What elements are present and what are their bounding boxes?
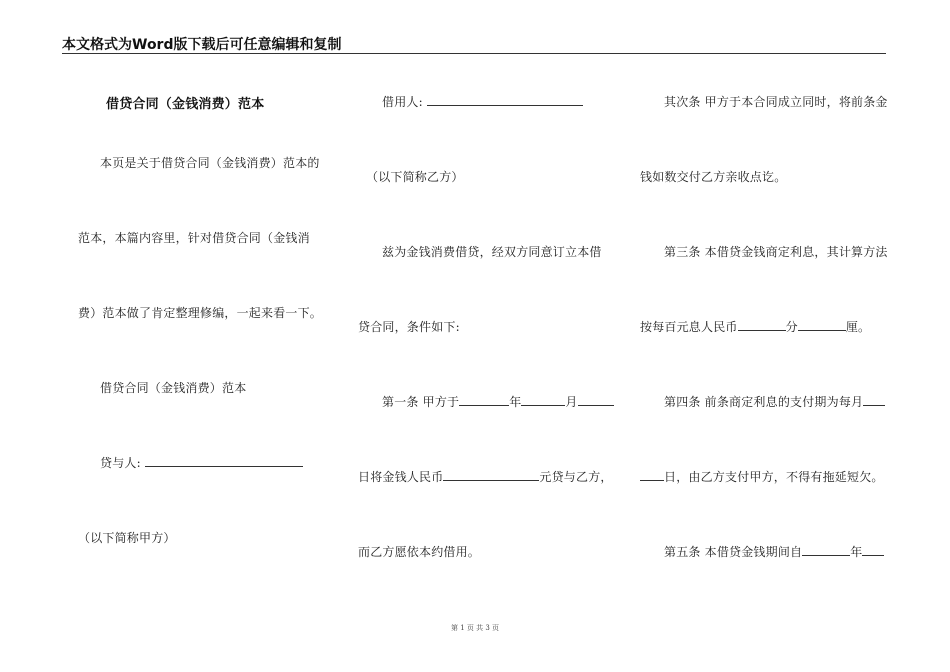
paragraph-line: 钱如数交付乙方亲收点讫。 [640, 170, 787, 184]
document-title: 借贷合同（金钱消费）范本 [106, 97, 265, 112]
day-lead-blank [640, 470, 664, 481]
amount-label: 日将金钱人民币 [358, 470, 444, 484]
lender-line [100, 454, 303, 471]
column-3 [640, 0, 890, 600]
section-heading: 借贷合同（金钱消费）范本 [100, 381, 247, 395]
article-1-line [382, 393, 614, 410]
month-blank [521, 395, 565, 406]
paragraph-line: 本页是关于借贷合同（金钱消费）范本的 [100, 156, 320, 170]
period-year-word: 年 [850, 545, 863, 559]
amount-blank [443, 470, 539, 481]
page-number: 第 1 页 共 3 页 [450, 624, 500, 632]
month-day-blank [863, 395, 885, 406]
article-4-label: 第四条 前条商定利息的支付期为每月 [664, 395, 864, 409]
article-4-line [664, 393, 885, 410]
paragraph-line: 兹为金钱消费借贷，经双方同意订立本借 [382, 245, 602, 259]
paragraph-line: 其次条 甲方于本合同成立同时，将前条金 [664, 95, 888, 109]
amount-suffix: 元贷与乙方， [539, 470, 613, 484]
paragraph-line: （以下简称乙方） [366, 170, 464, 184]
column-1 [78, 0, 328, 600]
article-4-cont: 日，由乙方支付甲方，不得有拖延短欠。 [664, 470, 884, 484]
period-month-blank [862, 545, 884, 556]
article-1-label: 第一条 甲方于 [382, 395, 460, 409]
li-word: 厘。 [845, 320, 871, 334]
paragraph-line: 费）范本做了肯定整理修编，一起来看一下。 [78, 306, 323, 320]
year-word: 年 [509, 395, 522, 409]
paragraph-line: 而乙方愿依本约借用。 [358, 545, 481, 559]
article-5-label: 第五条 本借贷金钱期间自 [664, 545, 803, 559]
lender-label: 贷与人: [100, 456, 141, 470]
period-year-blank [802, 545, 850, 556]
column-2 [358, 0, 613, 600]
year-blank [459, 395, 509, 406]
paragraph-line: 范本，本篇内容里，针对借贷合同（金钱消 [78, 231, 310, 245]
lender-blank [145, 456, 303, 467]
interest-line [640, 318, 870, 335]
borrower-label: 借用人: [382, 95, 423, 109]
paragraph-line: 贷合同，条件如下: [358, 320, 460, 334]
borrower-line [382, 93, 583, 110]
amount-line [358, 468, 613, 485]
month-word: 月 [565, 395, 578, 409]
borrower-blank [427, 95, 583, 106]
header-title: 本文格式为Word版下载后可任意编辑和复制 [62, 37, 342, 53]
day-blank [578, 395, 614, 406]
paragraph-line: 第三条 本借贷金钱商定利息，其计算方法 [664, 245, 888, 259]
paragraph-line: （以下简称甲方） [78, 531, 176, 545]
fen-word: 分 [785, 320, 798, 334]
fen-blank [738, 320, 786, 331]
article-5-line [664, 543, 884, 560]
li-blank [798, 320, 846, 331]
interest-label: 按每百元息人民币 [640, 320, 738, 334]
article-4-cont-line [640, 468, 884, 485]
